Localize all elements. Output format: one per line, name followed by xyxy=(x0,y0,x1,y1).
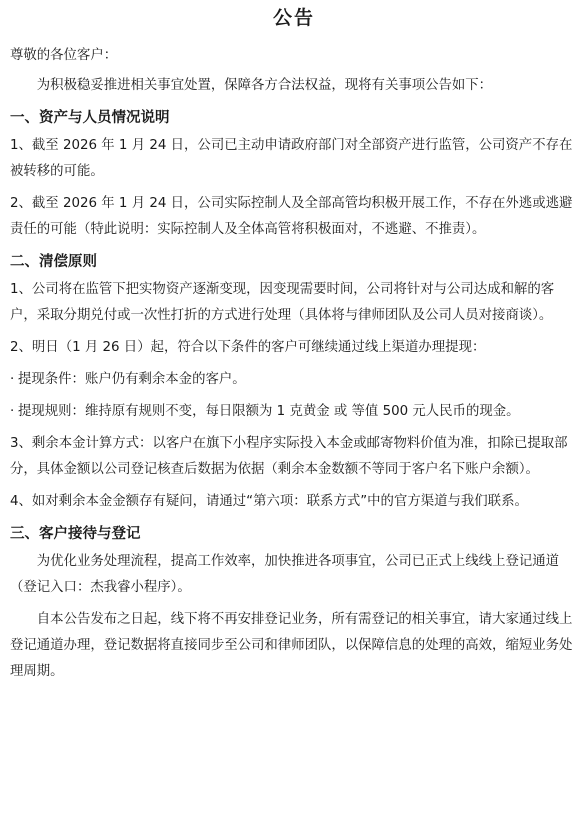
section-1-heading: 一、资产与人员情况说明 xyxy=(10,110,170,126)
section-2-item-3: 3、剩余本金计算方式：以客户在旗下小程序实际投入本金或邮寄物料价值为准，扣除已提取部分，具体金额以公司登记核查后数据为依据（剩余本金数额不等同于客户名下账户余额）。 xyxy=(10,436,568,477)
withdraw-rule-bullet xyxy=(10,399,578,425)
section-2-heading: 二、清偿原则 xyxy=(10,254,97,270)
section-3-paragraph-1: 为优化业务处理流程，提高工作效率，加快推进各项事宜，公司已正式上线线上登记通道（登记入口：杰我睿小程序）。 xyxy=(10,554,560,595)
section-1-item-2: 2、截至 2026 年 1 月 24 日，公司实际控制人及全部高管均积极开展工作，不存在外逃或逃避责任的可能（特此说明：实际控制人及全体高管将积极面对，不逃避、不推责）。 xyxy=(10,196,573,237)
withdraw-condition-bullet xyxy=(10,367,578,393)
salutation: 尊敬的各位客户： xyxy=(10,48,118,63)
section-1-item-1: 1、截至 2026 年 1 月 24 日，公司已主动申请政府部门对全部资产进行监管，公司资产不存在被转移的可能。 xyxy=(10,138,573,179)
intro-paragraph: 为积极稳妥推进相关事宜处置，保障各方合法权益，现将有关事项公告如下： xyxy=(36,78,493,93)
withdraw-rule-text: 提现规则：维持原有规则不变，每日限额为 1 克黄金 或 等值 500 元人民币的现金。 xyxy=(18,404,520,419)
bullet-dot: · xyxy=(10,372,15,387)
section-2-item-2: 2、明日（1 月 26 日）起，符合以下条件的客户可继续通过线上渠道办理提现： xyxy=(10,340,486,355)
section-3-heading: 三、客户接待与登记 xyxy=(10,526,141,542)
notice-title: 公告 xyxy=(272,7,315,29)
section-2-item-4: 4、如对剩余本金金额存有疑问，请通过“第六项：联系方式”中的官方渠道与我们联系。 xyxy=(10,494,528,509)
withdraw-condition-text: 提现条件：账户仍有剩余本金的客户。 xyxy=(18,372,246,387)
section-3-paragraph-2: 自本公告发布之日起，线下将不再安排登记业务，所有需登记的相关事宜，请大家通过线上登记通道办理，登记数据将直接同步至公司和律师团队，以保障信息的处理的高效，缩短业务处理周期。 xyxy=(10,612,573,679)
bullet-dot: · xyxy=(10,404,15,419)
section-2-item-1: 1、公司将在监管下把实物资产逐渐变现，因变现需要时间，公司将针对与公司达成和解的客户，采取分期兑付或一次性打折的方式进行处理（具体将与律师团队及公司人员对接商谈）。 xyxy=(10,282,555,323)
